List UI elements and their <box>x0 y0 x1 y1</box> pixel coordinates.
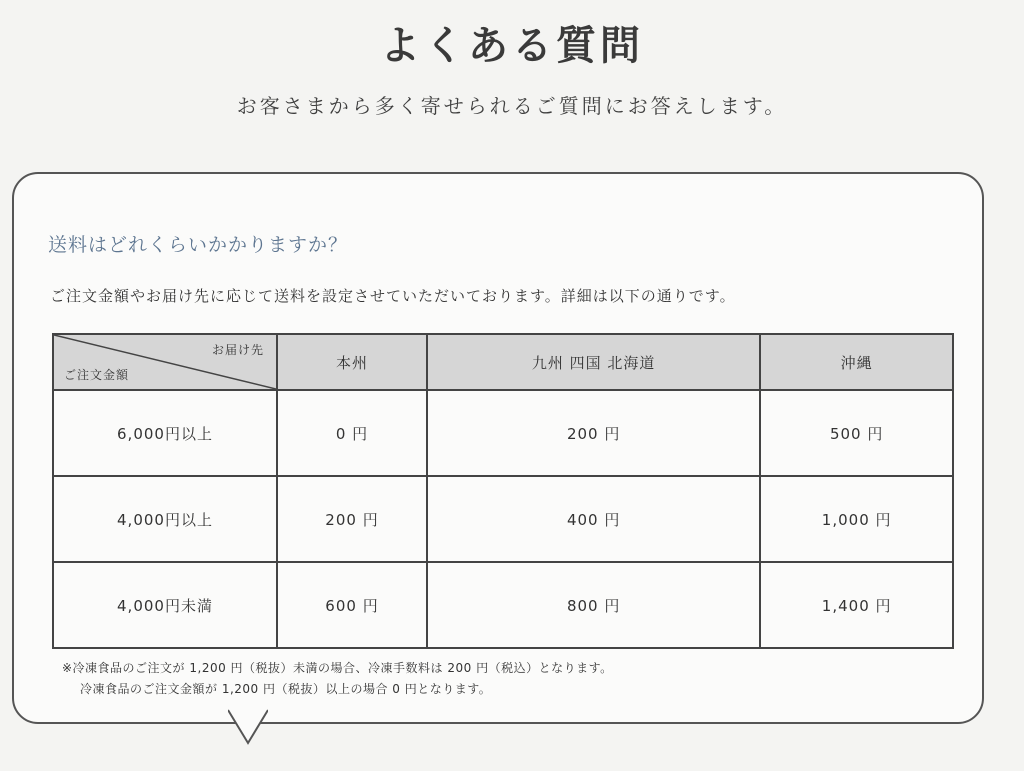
table-row <box>53 476 953 562</box>
footnotes <box>62 658 613 700</box>
fee-cell: 600 円 <box>277 562 427 648</box>
column-header-honshu: 本州 <box>277 334 427 390</box>
fee-cell: 200 円 <box>277 476 427 562</box>
table-corner-cell <box>53 334 277 390</box>
column-header-okinawa: 沖縄 <box>760 334 953 390</box>
footnote-frozen-free: 冷凍食品のご注文金額が 1,200 円（税抜）以上の場合 0 円となります。 <box>80 682 492 696</box>
column-header-kyushu-shikoku-hokkaido: 九州 四国 北海道 <box>427 334 760 390</box>
order-amount-label: ご注文金額 <box>64 368 130 382</box>
fee-cell: 1,400 円 <box>760 562 953 648</box>
table-header-row <box>53 334 953 390</box>
page-title: よくある質問 <box>380 23 644 69</box>
footnote-frozen-fee: ※冷凍食品のご注文が 1,200 円（税抜）未満の場合、冷凍手数料は 200 円（税込）となります。 <box>62 661 613 675</box>
row-label: 4,000円未満 <box>53 562 277 648</box>
fee-cell: 1,000 円 <box>760 476 953 562</box>
speech-bubble-tail <box>228 709 268 745</box>
fee-cell: 200 円 <box>427 390 760 476</box>
page-subtitle: お客さまから多く寄せられるご質問にお答えします。 <box>236 94 788 118</box>
fee-cell: 0 円 <box>277 390 427 476</box>
fee-cell: 800 円 <box>427 562 760 648</box>
faq-question: 送料はどれくらいかかりますか？ <box>48 234 349 256</box>
table-row <box>53 562 953 648</box>
table-row <box>53 390 953 476</box>
shipping-fee-table <box>52 333 954 649</box>
row-label: 6,000円以上 <box>53 390 277 476</box>
row-label: 4,000円以上 <box>53 476 277 562</box>
fee-cell: 500 円 <box>760 390 953 476</box>
fee-cell: 400 円 <box>427 476 760 562</box>
faq-intro: ご注文金額やお届け先に応じて送料を設定させていただいております。詳細は以下の通りです。 <box>50 287 736 305</box>
destination-label: お届け先 <box>211 343 264 357</box>
